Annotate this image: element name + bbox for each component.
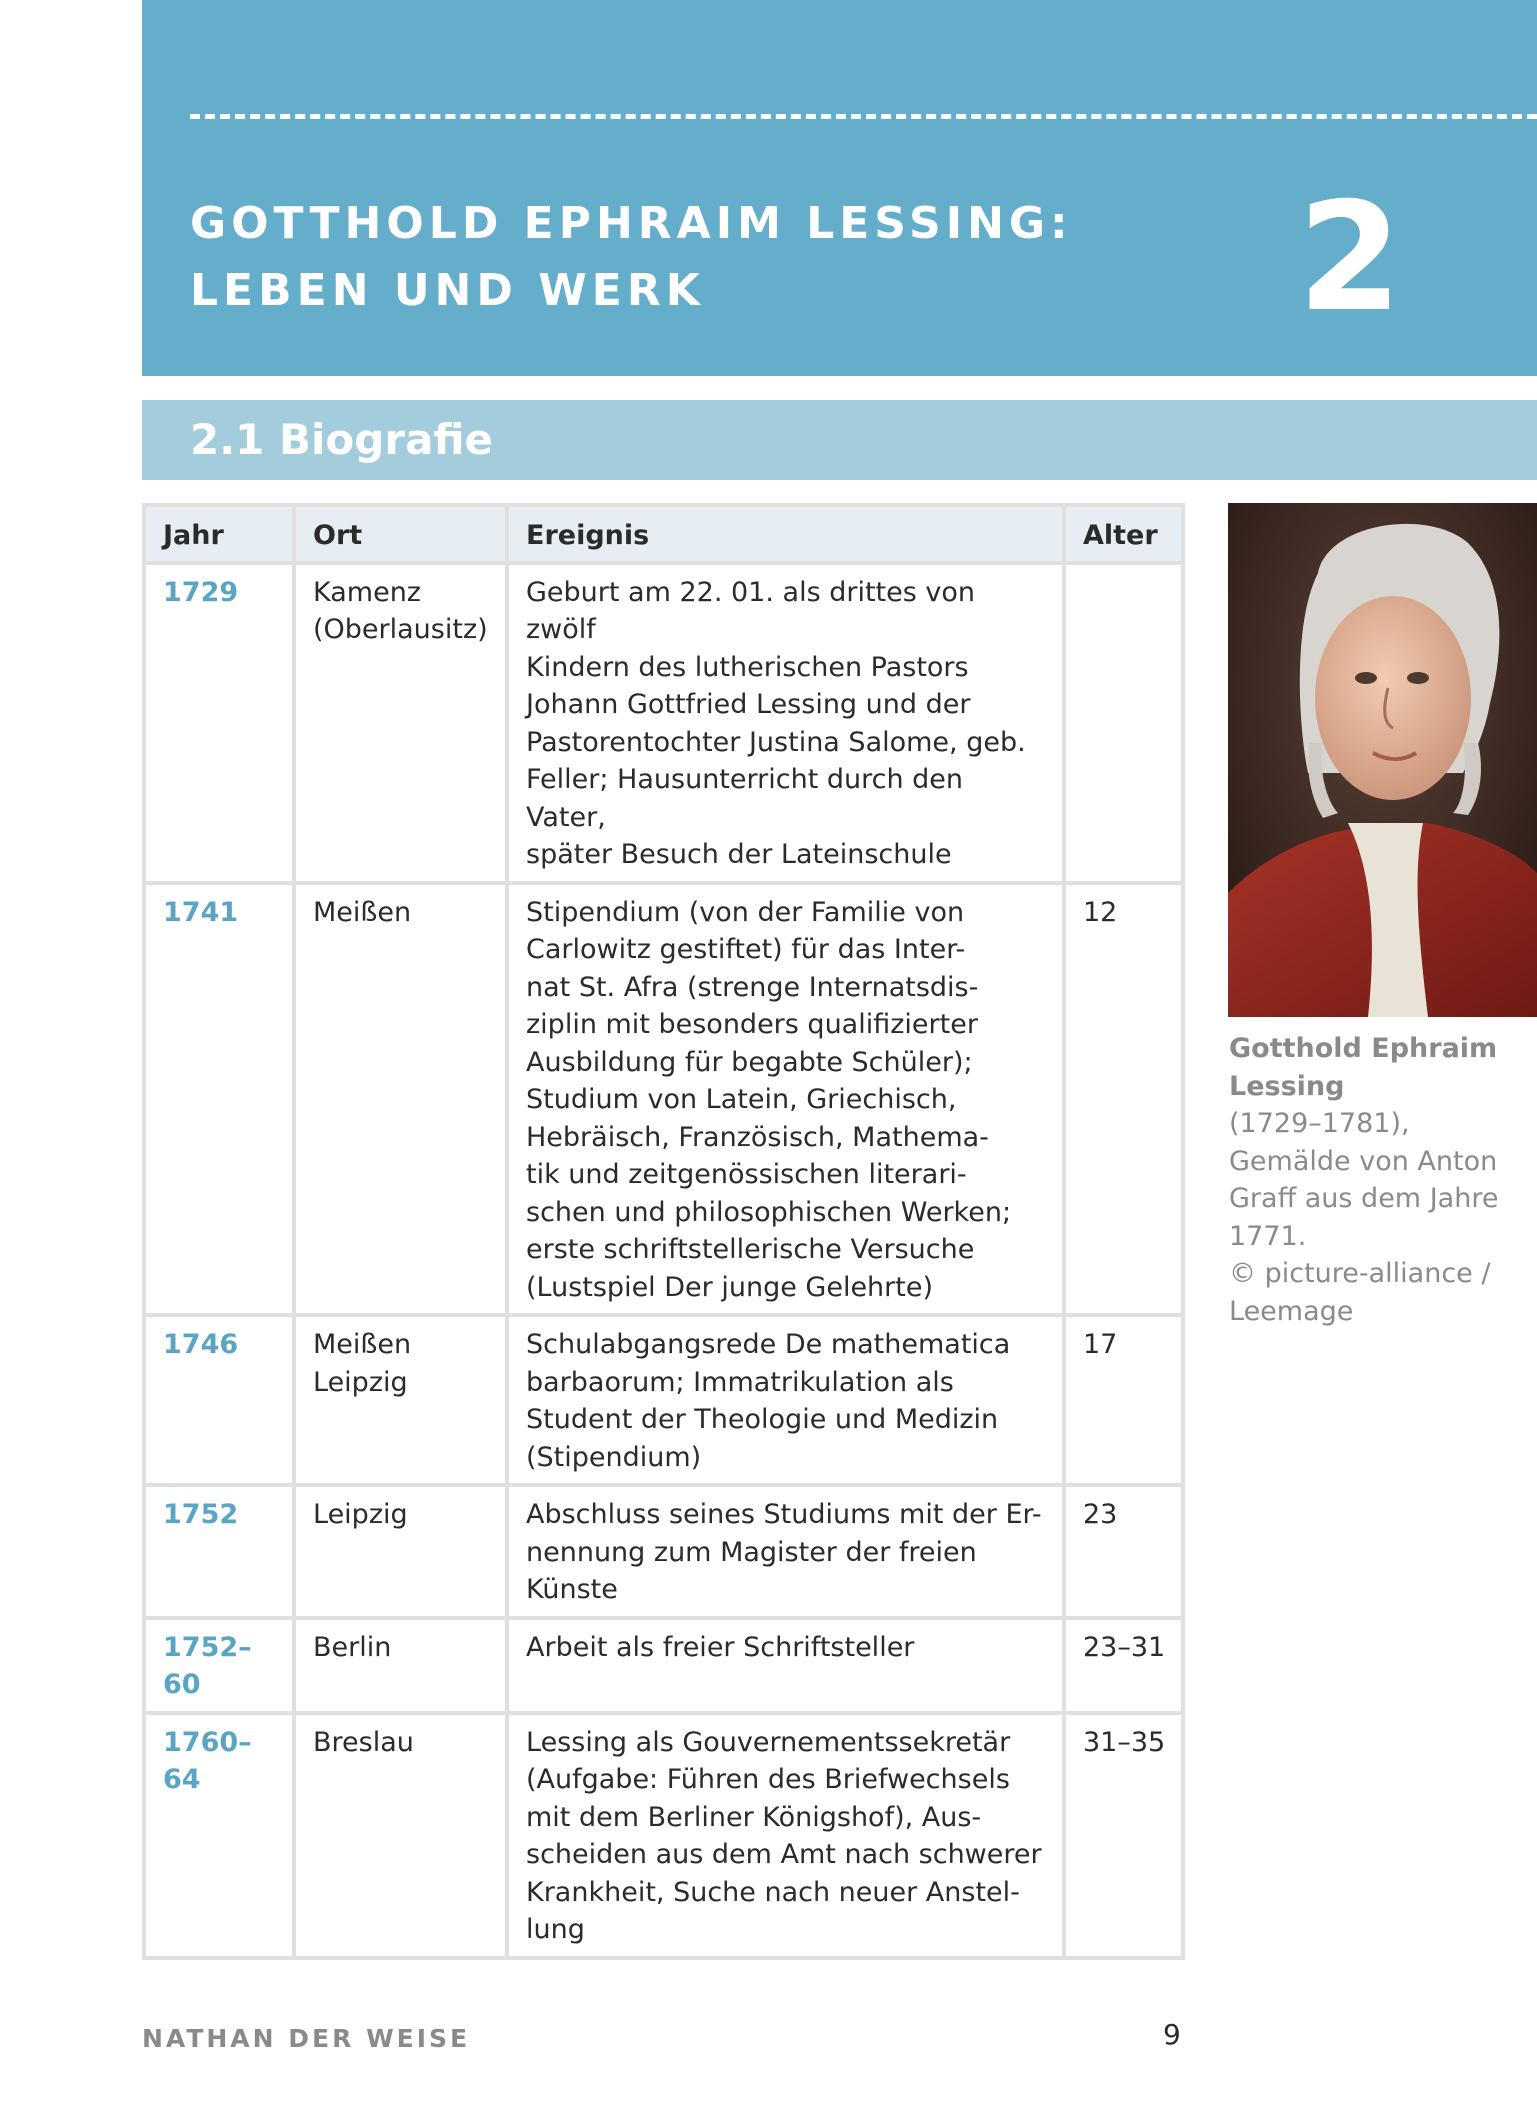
cell-age: 23	[1064, 1485, 1183, 1618]
caption-name-line2: Lessing	[1229, 1070, 1345, 1102]
portrait-painting	[1228, 503, 1537, 1017]
caption-line: Gemälde von Anton	[1229, 1145, 1498, 1177]
header-age: Alter	[1064, 505, 1183, 563]
cell-year: 1752–60	[144, 1618, 294, 1713]
chapter-title-line1: GOTTHOLD EPHRAIM LESSING:	[190, 198, 1073, 249]
event-line: Feller; Hausunterricht durch den Vater,	[526, 764, 964, 833]
cell-age: 23–31	[1064, 1618, 1183, 1713]
event-line: später Besuch der Lateinschule	[526, 839, 952, 870]
caption-line: Graff aus dem Jahre	[1229, 1183, 1499, 1214]
event-line: scheiden aus dem Amt nach schwerer	[526, 1839, 1042, 1870]
event-line: ziplin mit besonders qualifizierter	[526, 1009, 978, 1040]
caption-line: © picture-alliance /	[1229, 1258, 1491, 1289]
table-row	[144, 1713, 1183, 1958]
event-line: Lessing als Gouvernementssekretär	[526, 1726, 1011, 1758]
table-row	[144, 1315, 1183, 1485]
event-line: Stipendium (von der Familie von	[526, 896, 965, 928]
table-row	[144, 1618, 1183, 1713]
table-row	[144, 883, 1183, 1316]
cell-age	[1064, 563, 1183, 883]
section-title: 2.1 Biografie	[190, 415, 494, 464]
cell-event	[507, 883, 1064, 1316]
event-line: nat St. Afra (strenge Internatsdis-	[526, 971, 979, 1003]
event-line: Pastorentochter Justina Salome, geb.	[526, 726, 1026, 758]
caption-line: (1729–1781),	[1229, 1108, 1410, 1139]
header-year: Jahr	[144, 505, 294, 563]
place-line: Meißen	[313, 896, 412, 928]
portrait-image	[1228, 503, 1537, 1017]
cell-event	[507, 1485, 1064, 1618]
event-line: barbaorum; Immatrikulation als	[526, 1366, 954, 1398]
event-line: Johann Gottfried Lessing und der	[526, 689, 971, 720]
event-line: Arbeit als freier Schriftsteller	[526, 1631, 915, 1663]
event-line: Geburt am 22. 01. als drittes von zwölf	[526, 576, 976, 645]
place-line: Kamenz	[313, 576, 421, 608]
place-line: Meißen	[313, 1329, 412, 1360]
table-header-row	[144, 505, 1183, 563]
event-line: mit dem Berliner Königshof), Aus-	[526, 1801, 982, 1833]
event-line: Künste	[526, 1574, 618, 1605]
section-bar	[142, 400, 1537, 480]
dashed-divider	[190, 114, 1537, 119]
header-place: Ort	[294, 505, 507, 563]
cell-year: 1741	[144, 883, 294, 1316]
event-line: Kindern des lutherischen Pastors	[526, 651, 969, 683]
event-line: Student der Theologie und Medizin	[526, 1404, 999, 1435]
cell-event	[507, 563, 1064, 883]
chapter-number: 2	[1297, 171, 1402, 345]
cell-event	[507, 1713, 1064, 1958]
table-body	[144, 563, 1183, 1958]
cell-year: 1746	[144, 1315, 294, 1485]
cell-place	[294, 1485, 507, 1618]
event-line: Schulabgangsrede De mathematica	[526, 1329, 1011, 1360]
table-row	[144, 563, 1183, 883]
cell-age: 12	[1064, 883, 1183, 1316]
event-line: Krankheit, Suche nach neuer Anstel-	[526, 1876, 1020, 1908]
event-line: nennung zum Magister der freien	[526, 1536, 977, 1568]
event-line: (Aufgabe: Führen des Briefwechsels	[526, 1764, 1010, 1795]
cell-event	[507, 1618, 1064, 1713]
cell-age: 31–35	[1064, 1713, 1183, 1958]
cell-place	[294, 563, 507, 883]
cell-year: 1752	[144, 1485, 294, 1618]
cell-place	[294, 1713, 507, 1958]
footer-book-title: NATHAN DER WEISE	[142, 2024, 471, 2053]
place-line: Berlin	[313, 1631, 392, 1663]
cell-year: 1760–64	[144, 1713, 294, 1958]
cell-year: 1729	[144, 563, 294, 883]
biography-table	[142, 503, 1185, 1960]
cell-place	[294, 883, 507, 1316]
caption-line: Leemage	[1229, 1295, 1354, 1327]
cell-place	[294, 1315, 507, 1485]
table-row	[144, 1485, 1183, 1618]
event-line: Hebräisch, Französisch, Mathema-	[526, 1121, 989, 1153]
chapter-header	[142, 0, 1537, 376]
place-line: Leipzig	[313, 1366, 408, 1398]
chapter-title-line2: LEBEN UND WERK	[190, 265, 705, 316]
place-line: Breslau	[313, 1726, 414, 1758]
caption-name-line1: Gotthold Ephraim	[1229, 1033, 1498, 1064]
header-event: Ereignis	[507, 505, 1064, 563]
place-line: Leipzig	[313, 1499, 408, 1530]
event-line: lung	[526, 1914, 585, 1945]
chapter-title	[190, 190, 1073, 324]
caption-line: 1771.	[1229, 1220, 1307, 1252]
event-line: Abschluss seines Studiums mit der Er-	[526, 1499, 1042, 1530]
page-number: 9	[1163, 2018, 1181, 2051]
event-line: tik und zeitgenössischen literari-	[526, 1159, 967, 1190]
cell-place	[294, 1618, 507, 1713]
cell-event	[507, 1315, 1064, 1485]
event-line: Studium von Latein, Griechisch,	[526, 1084, 957, 1115]
event-line: (Stipendium)	[526, 1441, 702, 1473]
cell-age: 17	[1064, 1315, 1183, 1485]
event-line: Carlowitz gestiftet) für das Inter-	[526, 934, 966, 965]
event-line: (Lustspiel Der junge Gelehrte)	[526, 1271, 934, 1303]
place-line: (Oberlausitz)	[313, 614, 488, 645]
portrait-caption	[1229, 1030, 1529, 1330]
event-line: erste schriftstellerische Versuche	[526, 1234, 975, 1265]
event-line: Ausbildung für begabte Schüler);	[526, 1046, 973, 1078]
event-line: schen und philosophischen Werken;	[526, 1196, 1012, 1228]
